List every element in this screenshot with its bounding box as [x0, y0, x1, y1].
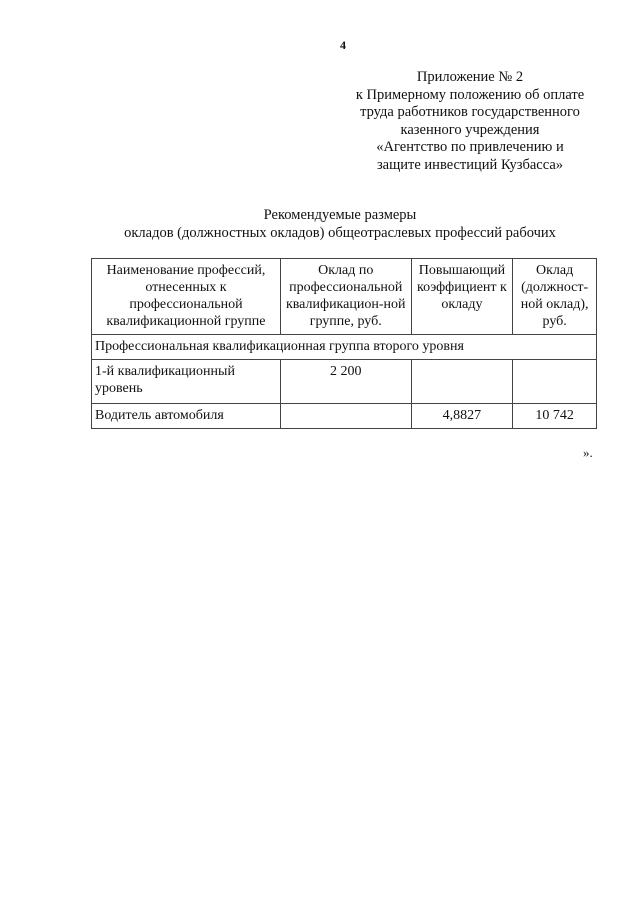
table-header-row: [92, 259, 597, 335]
group-row: [92, 335, 597, 360]
page-number: 4: [340, 38, 346, 52]
cell-salary: [513, 360, 597, 404]
cell-salary: 10 742: [513, 404, 597, 429]
table-row: [92, 360, 597, 404]
header-base-salary: Оклад по профессиональной квалификацион-ной группе, руб.: [280, 259, 411, 335]
header-coefficient: Повышающий коэффициент к окладу: [411, 259, 513, 335]
appendix-line: защите инвестиций Кузбасса»: [376, 156, 564, 173]
cell-profession: Водитель автомобиля: [92, 404, 281, 429]
closing-quote-mark: ».: [583, 445, 593, 460]
appendix-line: Приложение № 2: [416, 69, 524, 85]
document-title: [60, 207, 620, 242]
salary-table: [91, 258, 597, 429]
cell-profession: 1-й квалификационный уровень: [92, 360, 281, 404]
appendix-line: труда работников государственного: [360, 104, 580, 121]
cell-coefficient: [411, 360, 513, 404]
header-profession: Наименование профессий, отнесенных к профессиональной квалификационной группе: [92, 259, 281, 335]
group-label: Профессиональная квалификационная группа второго уровня: [92, 335, 597, 360]
appendix-line: казенного учреждения: [400, 121, 540, 138]
header-salary: Оклад (должност-ной оклад), руб.: [513, 259, 597, 335]
cell-base-salary: 2 200: [280, 360, 411, 404]
appendix-header: [320, 69, 620, 175]
appendix-line: к Примерному положению об оплате: [355, 86, 585, 103]
cell-base-salary: [280, 404, 411, 429]
appendix-line: «Агентство по привлечению и: [376, 139, 564, 156]
title-line: окладов (должностных окладов) общеотраслевых профессий рабочих: [124, 224, 556, 241]
table-row: [92, 404, 597, 429]
title-line: Рекомендуемые размеры: [263, 207, 417, 223]
cell-coefficient: 4,8827: [411, 404, 513, 429]
